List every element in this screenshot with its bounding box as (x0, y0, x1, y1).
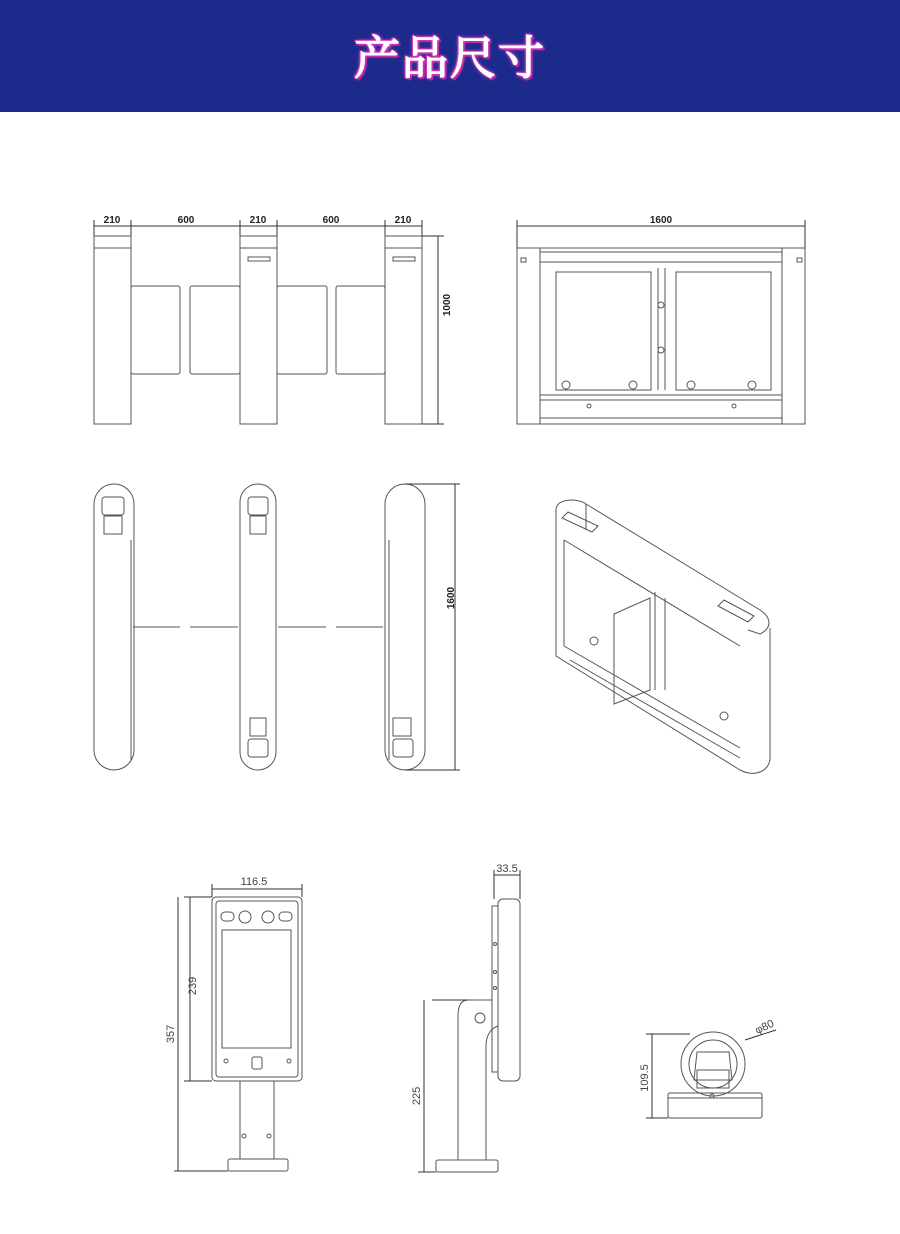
terminal-side-view (411, 863, 520, 1172)
dim-terminal-stand-height: 225 (411, 1086, 423, 1106)
dim-terminal-total-height: 357 (165, 1024, 177, 1044)
dim-side-width: 1600 (649, 215, 673, 226)
dim-terminal-screen-height: 239 (187, 976, 199, 996)
dim-front-210-a: 210 (103, 215, 121, 226)
page-title: 产品尺寸 (354, 31, 546, 85)
dimension-drawings (0, 112, 900, 1234)
dim-front-210-c: 210 (394, 215, 412, 226)
dim-front-600-b: 600 (322, 215, 340, 226)
isometric-view (556, 500, 770, 773)
front-elevation-view (94, 215, 453, 424)
dim-front-210-b: 210 (249, 215, 267, 226)
side-elevation-view (517, 215, 805, 424)
dim-front-height: 1000 (442, 293, 453, 317)
dim-top-length: 1600 (446, 586, 457, 610)
terminal-front-view (165, 876, 302, 1171)
dim-base-height: 109.5 (639, 1064, 651, 1092)
dim-terminal-depth: 33.5 (496, 863, 518, 875)
terminal-base-view (639, 1018, 776, 1118)
header-banner (0, 0, 900, 112)
dim-front-600-a: 600 (177, 215, 195, 226)
top-plan-view (94, 484, 460, 770)
dim-base-diameter: φ80 (753, 1017, 777, 1037)
dim-terminal-width: 116.5 (240, 876, 268, 888)
